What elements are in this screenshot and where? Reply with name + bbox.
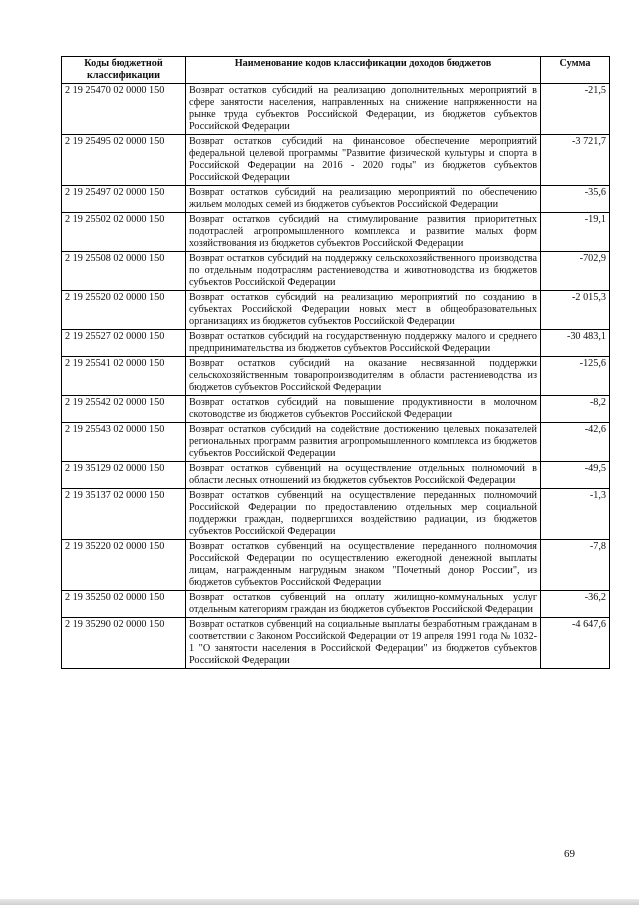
table-row: [62, 489, 610, 540]
row-sum: -19,1: [541, 213, 610, 252]
page-number: 69: [564, 848, 575, 860]
table-header-row: [62, 57, 610, 84]
header-budget-code: Коды бюджетной классификации: [62, 57, 186, 84]
row-budget-code: 2 19 25520 02 0000 150: [62, 291, 186, 330]
row-income-name: Возврат остатков субсидий на повышение продуктивности в молочном скотоводстве из бюджетов субъектов Российской Федерации: [186, 396, 541, 423]
table-row: [62, 591, 610, 618]
row-income-name: Возврат остатков субсидий на оказание несвязанной поддержки сельскохозяйственным товаропроизводителям в области растениеводства из бюджетов субъектов Российской Федерации: [186, 357, 541, 396]
row-budget-code: 2 19 25495 02 0000 150: [62, 135, 186, 186]
row-sum: -3 721,7: [541, 135, 610, 186]
row-budget-code: 2 19 25470 02 0000 150: [62, 84, 186, 135]
table-row: [62, 330, 610, 357]
row-sum: -8,2: [541, 396, 610, 423]
row-income-name: Возврат остатков субсидий на реализацию мероприятий по созданию в субъектах Российской Федерации новых мест в общеобразовательных организациях из бюджетов субъектов Российской Федерации: [186, 291, 541, 330]
row-sum: -2 015,3: [541, 291, 610, 330]
table-row: [62, 423, 610, 462]
page-edge-shadow: [0, 899, 639, 905]
row-sum: -7,8: [541, 540, 610, 591]
row-sum: -125,6: [541, 357, 610, 396]
table-row: [62, 396, 610, 423]
row-income-name: Возврат остатков субсидий на стимулирование развития приоритетных подотраслей агропромышленного комплекса и развитие малых форм хозяйствования из бюджетов субъектов Российской Федерации: [186, 213, 541, 252]
row-budget-code: 2 19 25502 02 0000 150: [62, 213, 186, 252]
row-budget-code: 2 19 25508 02 0000 150: [62, 252, 186, 291]
table-row: [62, 291, 610, 330]
row-income-name: Возврат остатков субвенций на социальные выплаты безработным гражданам в соответствии с Законом Российской Федерации от 19 апреля 1991 года № 1032-1 "О занятости населения в Российской Федерации" из бюджетов субъектов Российской Федерации: [186, 618, 541, 669]
budget-income-table: [61, 56, 610, 669]
table-row: [62, 462, 610, 489]
row-budget-code: 2 19 25543 02 0000 150: [62, 423, 186, 462]
row-income-name: Возврат остатков субвенций на осуществление переданных полномочий Российской Федерации по предоставлению отдельных мер социальной поддержки граждан, подвергшихся воздействию радиации, из бюджетов субъектов Российской Федерации: [186, 489, 541, 540]
row-budget-code: 2 19 25527 02 0000 150: [62, 330, 186, 357]
table-row: [62, 84, 610, 135]
row-budget-code: 2 19 35220 02 0000 150: [62, 540, 186, 591]
row-budget-code: 2 19 35290 02 0000 150: [62, 618, 186, 669]
row-sum: -1,3: [541, 489, 610, 540]
table-row: [62, 252, 610, 291]
row-income-name: Возврат остатков субсидий на поддержку сельскохозяйственного производства по отдельным подотраслям растениеводства и животноводства из бюджетов субъектов Российской Федерации: [186, 252, 541, 291]
row-income-name: Возврат остатков субсидий на государственную поддержку малого и среднего предпринимательства из бюджетов субъектов Российской Федерации: [186, 330, 541, 357]
row-income-name: Возврат остатков субвенций на осуществление отдельных полномочий в области лесных отношений из бюджетов субъектов Российской Федерации: [186, 462, 541, 489]
row-budget-code: 2 19 35250 02 0000 150: [62, 591, 186, 618]
row-income-name: Возврат остатков субвенций на осуществление переданного полномочия Российской Федерации по осуществлению ежегодной денежной выплаты лицам, награжденным нагрудным знаком "Почетный донор России", из бюджетов субъектов Российской Федерации: [186, 540, 541, 591]
row-budget-code: 2 19 35137 02 0000 150: [62, 489, 186, 540]
row-income-name: Возврат остатков субсидий на финансовое обеспечение мероприятий федеральной целевой программы "Развитие физической культуры и спорта в Российской Федерации на 2016 - 2020 годы" из бюджетов субъектов Российской Федерации: [186, 135, 541, 186]
table-row: [62, 540, 610, 591]
row-sum: -30 483,1: [541, 330, 610, 357]
row-budget-code: 2 19 25542 02 0000 150: [62, 396, 186, 423]
row-sum: -49,5: [541, 462, 610, 489]
row-budget-code: 2 19 35129 02 0000 150: [62, 462, 186, 489]
row-income-name: Возврат остатков субсидий на реализацию дополнительных мероприятий в сфере занятости населения, направленных на снижение напряженности на рынке труда субъектов Российской Федерации, из бюджетов субъектов Российской Федерации: [186, 84, 541, 135]
row-income-name: Возврат остатков субвенций на оплату жилищно-коммунальных услуг отдельным категориям граждан из бюджетов субъектов Российской Федерации: [186, 591, 541, 618]
table-row: [62, 213, 610, 252]
table-row: [62, 186, 610, 213]
row-budget-code: 2 19 25541 02 0000 150: [62, 357, 186, 396]
table-row: [62, 357, 610, 396]
row-sum: -42,6: [541, 423, 610, 462]
row-budget-code: 2 19 25497 02 0000 150: [62, 186, 186, 213]
table-row: [62, 618, 610, 669]
row-sum: -35,6: [541, 186, 610, 213]
row-sum: -36,2: [541, 591, 610, 618]
row-income-name: Возврат остатков субсидий на реализацию мероприятий по обеспечению жильем молодых семей из бюджетов субъектов Российской Федерации: [186, 186, 541, 213]
header-income-name: Наименование кодов классификации доходов бюджетов: [186, 57, 541, 84]
row-sum: -4 647,6: [541, 618, 610, 669]
header-sum: Сумма: [541, 57, 610, 84]
row-sum: -702,9: [541, 252, 610, 291]
table-body: [62, 84, 610, 669]
row-income-name: Возврат остатков субсидий на содействие достижению целевых показателей региональных программ развития агропромышленного комплекса из бюджетов субъектов Российской Федерации: [186, 423, 541, 462]
table-row: [62, 135, 610, 186]
row-sum: -21,5: [541, 84, 610, 135]
